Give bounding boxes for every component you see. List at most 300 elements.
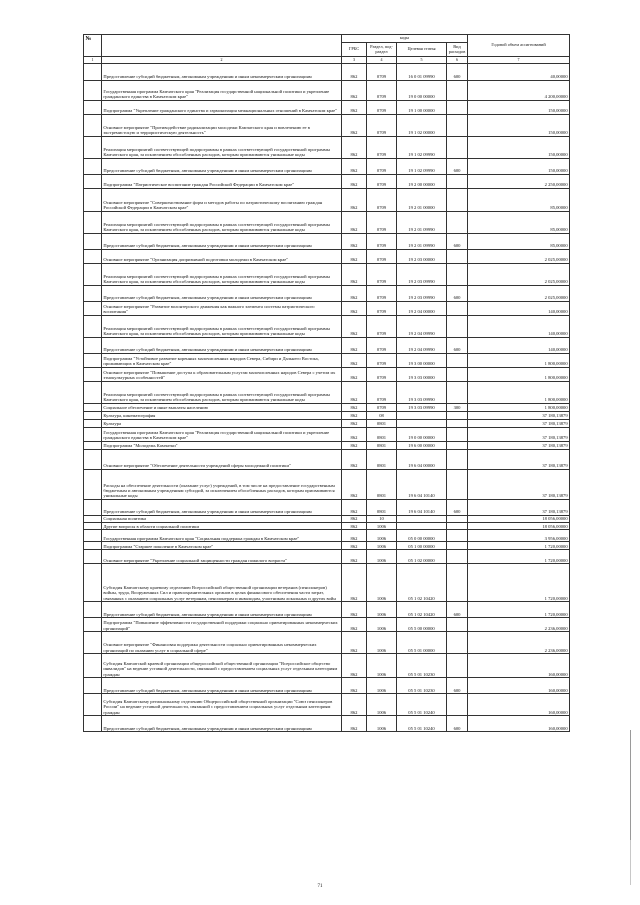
header-number: № — [84, 35, 102, 57]
row-target-cell: 19 6 04 10140 — [397, 499, 447, 515]
row-expense-type-cell — [447, 530, 468, 542]
row-grbs-cell: 862 — [342, 542, 367, 550]
row-name-cell: Основное мероприятие "Укрепление социальной защищенности граждан пожилого возраста" — [102, 550, 342, 564]
table-row — [84, 367, 570, 381]
row-grbs-cell: 862 — [342, 499, 367, 515]
row-grbs-cell: 862 — [342, 301, 367, 315]
row-number-cell — [84, 522, 102, 529]
row-volume-cell: 18 056,00000 — [468, 515, 570, 522]
row-grbs-cell: 862 — [342, 249, 367, 263]
table-row — [84, 530, 570, 542]
row-number-cell — [84, 694, 102, 716]
row-expense-type-cell — [447, 301, 468, 315]
table-row — [84, 188, 570, 211]
table-row — [84, 716, 570, 732]
row-target-cell: 19 1 02 00000 — [397, 114, 447, 136]
row-target-cell: 19 2 04 00000 — [397, 301, 447, 315]
row-name-cell: Подпрограмма "Повышение эффективности государственной поддержки социально ориентированных некоммерческих организаций" — [102, 618, 342, 632]
table-row — [84, 211, 570, 233]
row-expense-type-cell — [447, 419, 468, 427]
row-section-cell: 0709 — [367, 315, 397, 337]
row-expense-type-cell — [447, 441, 468, 449]
row-name-cell: Предоставление субсидий бюджетным, автономным учреждениям и иным некоммерческим организациям — [102, 499, 342, 515]
row-expense-type-cell: 600 — [447, 602, 468, 618]
row-target-cell: 05 1 00 00000 — [397, 542, 447, 550]
row-target-cell — [397, 411, 447, 419]
table-row — [84, 249, 570, 263]
row-number-cell — [84, 353, 102, 367]
row-expense-type-cell: 600 — [447, 678, 468, 694]
row-expense-type-cell — [447, 411, 468, 419]
row-grbs-cell: 862 — [342, 337, 367, 353]
row-grbs-cell: 862 — [342, 411, 367, 419]
row-volume-cell: 2 025,00000 — [468, 285, 570, 301]
row-section-cell: 1006 — [367, 564, 397, 602]
table-row — [84, 114, 570, 136]
row-number-cell — [84, 233, 102, 249]
row-grbs-cell: 862 — [342, 441, 367, 449]
row-number-cell — [84, 367, 102, 381]
row-expense-type-cell — [447, 449, 468, 469]
row-grbs-cell: 862 — [342, 522, 367, 529]
row-name-cell: Государственная программа Камчатского края "Реализация государственной национальной политики и укрепление гражданского единства в Камчатском крае" — [102, 80, 342, 100]
row-volume-cell: 37 180,13879 — [468, 449, 570, 469]
header-volume: Годовой объем ассигнований — [468, 35, 570, 57]
row-number-cell — [84, 174, 102, 188]
row-volume-cell: 37 180,13879 — [468, 411, 570, 419]
row-name-cell: Социальное обеспечение и иные выплаты населению — [102, 403, 342, 411]
row-grbs-cell: 862 — [342, 469, 367, 499]
row-target-cell: 19 0 00 00000 — [397, 427, 447, 441]
row-section-cell: 0801 — [367, 427, 397, 441]
row-expense-type-cell — [447, 427, 468, 441]
row-name-cell: Подпрограмма "Устойчивое развитие коренных малочисленных народов Севера, Сибири и Дальнего Востока, проживающих в Камчатском крае" — [102, 353, 342, 367]
row-number-cell — [84, 315, 102, 337]
row-section-cell: 0709 — [367, 80, 397, 100]
row-volume-cell: 140,00000 — [468, 315, 570, 337]
table-row — [84, 694, 570, 716]
row-section-cell: 0709 — [367, 63, 397, 80]
row-number-cell — [84, 678, 102, 694]
row-target-cell: 19 1 02 09990 — [397, 136, 447, 158]
row-section-cell: 1006 — [367, 654, 397, 678]
row-name-cell: Основное мероприятие "Финансовая поддержка деятельности социально ориентированных некоммерческих организаций по оказанию услуг в социальной сфере" — [102, 632, 342, 654]
row-grbs-cell: 862 — [342, 530, 367, 542]
row-grbs-cell: 862 — [342, 602, 367, 618]
row-grbs-cell: 862 — [342, 427, 367, 441]
row-target-cell: 19 2 04 09990 — [397, 315, 447, 337]
row-grbs-cell: 862 — [342, 211, 367, 233]
row-target-cell — [397, 522, 447, 529]
row-volume-cell: 150,00000 — [468, 136, 570, 158]
row-volume-cell: 140,00000 — [468, 301, 570, 315]
page-number: 71 — [317, 884, 323, 889]
row-target-cell: 05 5 01 10230 — [397, 678, 447, 694]
row-number-cell — [84, 441, 102, 449]
row-section-cell: 1006 — [367, 694, 397, 716]
row-expense-type-cell: 600 — [447, 337, 468, 353]
row-grbs-cell: 862 — [342, 233, 367, 249]
row-volume-cell: 1 720,00000 — [468, 564, 570, 602]
row-name-cell: Основное мероприятие "Обеспечение деятельности учреждений сферы молодежной политики" — [102, 449, 342, 469]
row-section-cell: 1006 — [367, 602, 397, 618]
row-number-cell — [84, 114, 102, 136]
row-section-cell: 08 — [367, 411, 397, 419]
row-target-cell — [397, 419, 447, 427]
row-expense-type-cell — [447, 694, 468, 716]
row-volume-cell: 1 800,00000 — [468, 367, 570, 381]
row-target-cell: 16 0 01 09990 — [397, 63, 447, 80]
table-row — [84, 337, 570, 353]
row-grbs-cell: 862 — [342, 632, 367, 654]
row-number-cell — [84, 63, 102, 80]
scan-edge-mark-lower — [630, 840, 631, 885]
row-name-cell: Реализация мероприятий соответствующей подпрограммы в рамках соответствующей государственной программы Камчатского края, за исключением обособленных расходов, которым присваиваются уникальные коды — [102, 136, 342, 158]
table-row — [84, 233, 570, 249]
row-expense-type-cell: 600 — [447, 716, 468, 732]
table-row — [84, 381, 570, 403]
row-section-cell: 0801 — [367, 419, 397, 427]
row-name-cell: Основное мероприятие "Организация допризывной подготовки молодежи в Камчатском крае" — [102, 249, 342, 263]
table-row — [84, 158, 570, 174]
row-section-cell: 0709 — [367, 367, 397, 381]
row-expense-type-cell: 600 — [447, 285, 468, 301]
row-section-cell: 1006 — [367, 678, 397, 694]
table-row — [84, 632, 570, 654]
row-section-cell: 0709 — [367, 263, 397, 285]
row-name-cell: Субсидия Камчатской краевой организации общероссийской общественной организации "Всероссийское общество инвалидов" на ведение уставной деятельности, связанной с предоставлением социальных услуг отдельным категориям граждан — [102, 654, 342, 678]
row-target-cell: 19 3 03 09990 — [397, 403, 447, 411]
row-section-cell: 1006 — [367, 550, 397, 564]
row-volume-cell: 1 720,00000 — [468, 602, 570, 618]
row-volume-cell: 1 800,00000 — [468, 353, 570, 367]
budget-table — [83, 34, 570, 732]
row-section-cell: 0801 — [367, 449, 397, 469]
row-name-cell: Реализация мероприятий соответствующей подпрограммы в рамках соответствующей государственной программы Камчатского края, за исключением обособленных расходов, которым присваиваются уникальные коды — [102, 315, 342, 337]
row-number-cell — [84, 602, 102, 618]
row-target-cell: 19 2 01 00000 — [397, 188, 447, 211]
row-grbs-cell: 862 — [342, 419, 367, 427]
table-row — [84, 100, 570, 114]
row-number-cell — [84, 654, 102, 678]
row-name-cell: Реализация мероприятий соответствующей подпрограммы в рамках соответствующей государственной программы Камчатского края, за исключением обособленных расходов, которым присваиваются уникальные коды — [102, 381, 342, 403]
row-target-cell: 19 2 01 09990 — [397, 233, 447, 249]
row-volume-cell: 4 200,00000 — [468, 80, 570, 100]
row-expense-type-cell: 600 — [447, 499, 468, 515]
row-section-cell: 1006 — [367, 522, 397, 529]
row-target-cell: 19 2 03 00000 — [397, 249, 447, 263]
col-number-4: 4 — [367, 57, 397, 64]
row-expense-type-cell — [447, 188, 468, 211]
row-number-cell — [84, 381, 102, 403]
row-target-cell: 19 3 03 09990 — [397, 381, 447, 403]
row-grbs-cell: 862 — [342, 403, 367, 411]
table-row — [84, 441, 570, 449]
row-grbs-cell: 862 — [342, 114, 367, 136]
row-target-cell: 19 6 00 00000 — [397, 441, 447, 449]
table-row — [84, 654, 570, 678]
row-section-cell: 0709 — [367, 403, 397, 411]
table-row — [84, 469, 570, 499]
row-grbs-cell: 862 — [342, 136, 367, 158]
row-target-cell: 19 2 00 00000 — [397, 174, 447, 188]
row-target-cell: 05 5 00 00000 — [397, 618, 447, 632]
row-target-cell: 05 5 01 10240 — [397, 694, 447, 716]
row-expense-type-cell — [447, 469, 468, 499]
row-expense-type-cell — [447, 249, 468, 263]
row-expense-type-cell — [447, 80, 468, 100]
row-volume-cell: 150,00000 — [468, 100, 570, 114]
row-target-cell: 05 5 01 10230 — [397, 654, 447, 678]
row-number-cell — [84, 499, 102, 515]
row-name-cell: Социальная политика — [102, 515, 342, 522]
row-expense-type-cell: 300 — [447, 403, 468, 411]
row-number-cell — [84, 419, 102, 427]
row-number-cell — [84, 411, 102, 419]
table-row — [84, 449, 570, 469]
row-target-cell: 19 6 04 00000 — [397, 449, 447, 469]
row-grbs-cell: 862 — [342, 263, 367, 285]
table-row — [84, 285, 570, 301]
row-grbs-cell: 862 — [342, 678, 367, 694]
row-expense-type-cell — [447, 515, 468, 522]
table-row — [84, 419, 570, 427]
row-number-cell — [84, 403, 102, 411]
row-target-cell: 19 2 03 09990 — [397, 263, 447, 285]
row-expense-type-cell — [447, 522, 468, 529]
row-name-cell: Предоставление субсидий бюджетным, автономным учреждениям и иным некоммерческим организациям — [102, 233, 342, 249]
row-number-cell — [84, 249, 102, 263]
row-section-cell: 1006 — [367, 632, 397, 654]
row-grbs-cell: 862 — [342, 618, 367, 632]
row-name-cell: Предоставление субсидий бюджетным, автономным учреждениям и иным некоммерческим организациям — [102, 678, 342, 694]
row-number-cell — [84, 188, 102, 211]
row-number-cell — [84, 80, 102, 100]
row-expense-type-cell — [447, 564, 468, 602]
table-row — [84, 678, 570, 694]
row-volume-cell: 150,00000 — [468, 158, 570, 174]
col-number-6: 6 — [447, 57, 468, 64]
row-section-cell: 1006 — [367, 542, 397, 550]
row-expense-type-cell — [447, 632, 468, 654]
row-expense-type-cell — [447, 542, 468, 550]
header-row-top — [84, 35, 570, 43]
row-name-cell: Подпрограмма "Патриотическое воспитание граждан Российской Федерации в Камчатском крае" — [102, 174, 342, 188]
table-row — [84, 63, 570, 80]
row-number-cell — [84, 301, 102, 315]
row-name-cell: Культура, кинематография — [102, 411, 342, 419]
row-number-cell — [84, 427, 102, 441]
row-grbs-cell: 862 — [342, 63, 367, 80]
header-expense-type: Вид расходов — [447, 43, 468, 57]
row-grbs-cell: 862 — [342, 367, 367, 381]
table-row — [84, 353, 570, 367]
row-expense-type-cell — [447, 315, 468, 337]
row-target-cell: 19 0 00 00000 — [397, 80, 447, 100]
row-section-cell: 0709 — [367, 353, 397, 367]
row-volume-cell: 2 250,00000 — [468, 174, 570, 188]
row-grbs-cell: 862 — [342, 80, 367, 100]
row-target-cell: 05 1 02 10420 — [397, 564, 447, 602]
row-section-cell: 0709 — [367, 285, 397, 301]
row-expense-type-cell — [447, 550, 468, 564]
row-grbs-cell: 862 — [342, 654, 367, 678]
row-expense-type-cell — [447, 353, 468, 367]
column-number-row — [84, 57, 570, 64]
col-number-2: 2 — [102, 57, 342, 64]
row-expense-type-cell: 600 — [447, 233, 468, 249]
col-number-5: 5 — [397, 57, 447, 64]
row-grbs-cell: 862 — [342, 353, 367, 367]
row-name-cell: Основное мероприятие "Повышение доступа к образовательным услугам малочисленных народов Севера с учетом их этнокультурных особенностей" — [102, 367, 342, 381]
row-target-cell: 19 3 03 00000 — [397, 367, 447, 381]
row-target-cell: 05 5 01 10240 — [397, 716, 447, 732]
row-name-cell: Основное мероприятие "Противодействие радикализации молодежи Камчатского края и вовлечению ее в экстремистскую и террористическую деятельность" — [102, 114, 342, 136]
row-section-cell: 0801 — [367, 499, 397, 515]
row-number-cell — [84, 337, 102, 353]
row-section-cell: 0709 — [367, 158, 397, 174]
row-name-cell: Предоставление субсидий бюджетным, автономным учреждениям и иным некоммерческим организациям — [102, 63, 342, 80]
row-name-cell: Государственная программа Камчатского края "Реализация государственной национальной политики и укрепление гражданского единства в Камчатском крае" — [102, 427, 342, 441]
row-section-cell: 0709 — [367, 174, 397, 188]
row-target-cell: 05 5 01 00000 — [397, 632, 447, 654]
row-section-cell: 0801 — [367, 441, 397, 449]
row-target-cell: 19 2 03 09990 — [397, 285, 447, 301]
row-name-cell: Подпрограмма "Старшее поколение в Камчатском крае" — [102, 542, 342, 550]
row-number-cell — [84, 469, 102, 499]
row-volume-cell: 150,00000 — [468, 114, 570, 136]
row-target-cell: 05 1 02 10420 — [397, 602, 447, 618]
header-codes: коды — [342, 35, 468, 43]
row-expense-type-cell — [447, 654, 468, 678]
table-row — [84, 315, 570, 337]
row-volume-cell: 1 800,00000 — [468, 403, 570, 411]
row-section-cell: 0709 — [367, 249, 397, 263]
row-name-cell: Культура — [102, 419, 342, 427]
row-expense-type-cell — [447, 114, 468, 136]
row-number-cell — [84, 618, 102, 632]
row-volume-cell: 37 180,13879 — [468, 499, 570, 515]
row-number-cell — [84, 136, 102, 158]
row-target-cell: 05 0 00 00000 — [397, 530, 447, 542]
row-expense-type-cell — [447, 618, 468, 632]
row-name-cell: Реализация мероприятий соответствующей подпрограммы в рамках соответствующей государственной программы Камчатского края, за исключением обособленных расходов, которым присваиваются уникальные коды — [102, 211, 342, 233]
row-volume-cell: 2 236,00000 — [468, 632, 570, 654]
row-volume-cell: 85,00000 — [468, 233, 570, 249]
row-section-cell: 0709 — [367, 100, 397, 114]
row-target-cell: 19 3 00 00000 — [397, 353, 447, 367]
row-number-cell — [84, 285, 102, 301]
row-grbs-cell: 862 — [342, 381, 367, 403]
row-volume-cell: 2 236,00000 — [468, 618, 570, 632]
row-number-cell — [84, 211, 102, 233]
row-number-cell — [84, 100, 102, 114]
table-row — [84, 136, 570, 158]
row-volume-cell: 3 956,00000 — [468, 530, 570, 542]
row-name-cell: Расходы на обеспечение деятельности (оказание услуг) учреждений, в том числе на предоставление государственным бюджетным и автономным учреждениям субсидий, за исключением обособленных расходов, которым присваиваются уникальные коды — [102, 469, 342, 499]
row-name-cell: Другие вопросы в области социальной политики — [102, 522, 342, 529]
row-section-cell: 0709 — [367, 114, 397, 136]
row-expense-type-cell — [447, 211, 468, 233]
row-grbs-cell: 862 — [342, 315, 367, 337]
row-name-cell: Предоставление субсидий бюджетным, автономным учреждениям и иным некоммерческим организациям — [102, 337, 342, 353]
table-row — [84, 403, 570, 411]
row-volume-cell: 140,00000 — [468, 337, 570, 353]
table-row — [84, 174, 570, 188]
row-target-cell — [397, 515, 447, 522]
row-grbs-cell: 862 — [342, 515, 367, 522]
row-volume-cell: 160,00000 — [468, 694, 570, 716]
row-grbs-cell: 862 — [342, 694, 367, 716]
row-volume-cell: 37 180,13879 — [468, 469, 570, 499]
row-volume-cell: 85,00000 — [468, 188, 570, 211]
row-target-cell: 19 1 02 09990 — [397, 158, 447, 174]
row-section-cell: 1006 — [367, 716, 397, 732]
header-name — [102, 35, 342, 57]
row-expense-type-cell — [447, 263, 468, 285]
row-volume-cell: 1 720,00000 — [468, 542, 570, 550]
table-row — [84, 542, 570, 550]
row-name-cell: Реализация мероприятий соответствующей подпрограммы в рамках соответствующей государственной программы Камчатского края, за исключением обособленных расходов, которым присваиваются уникальные коды — [102, 263, 342, 285]
row-expense-type-cell — [447, 367, 468, 381]
row-section-cell: 0709 — [367, 136, 397, 158]
row-section-cell: 0709 — [367, 337, 397, 353]
row-section-cell: 0709 — [367, 233, 397, 249]
row-name-cell: Предоставление субсидий бюджетным, автономным учреждениям и иным некоммерческим организациям — [102, 602, 342, 618]
row-number-cell — [84, 449, 102, 469]
row-volume-cell: 37 180,13879 — [468, 441, 570, 449]
row-volume-cell: 85,00000 — [468, 211, 570, 233]
table-row — [84, 499, 570, 515]
row-number-cell — [84, 515, 102, 522]
table-row — [84, 522, 570, 529]
row-volume-cell: 1 720,00000 — [468, 550, 570, 564]
row-grbs-cell: 862 — [342, 564, 367, 602]
table-row — [84, 427, 570, 441]
table-row — [84, 550, 570, 564]
table-row — [84, 618, 570, 632]
row-volume-cell: 37 180,13879 — [468, 419, 570, 427]
table-row — [84, 602, 570, 618]
row-section-cell: 0709 — [367, 188, 397, 211]
row-volume-cell: 2 025,00000 — [468, 263, 570, 285]
row-expense-type-cell — [447, 100, 468, 114]
row-expense-type-cell: 600 — [447, 63, 468, 80]
row-number-cell — [84, 550, 102, 564]
col-number-3: 3 — [342, 57, 367, 64]
col-number-1: 1 — [84, 57, 102, 64]
row-number-cell — [84, 542, 102, 550]
row-volume-cell: 160,00000 — [468, 654, 570, 678]
row-target-cell: 19 2 04 09990 — [397, 337, 447, 353]
row-volume-cell: 1 800,00000 — [468, 381, 570, 403]
header-grbs: ГРБС — [342, 43, 367, 57]
header-section: Раздел, под-раздел — [367, 43, 397, 57]
row-grbs-cell: 862 — [342, 188, 367, 211]
row-section-cell: 10 — [367, 515, 397, 522]
row-target-cell: 19 6 04 10140 — [397, 469, 447, 499]
row-target-cell: 05 1 02 00000 — [397, 550, 447, 564]
row-name-cell: Предоставление субсидий бюджетным, автономным учреждениям и иным некоммерческим организациям — [102, 285, 342, 301]
row-volume-cell: 40,00000 — [468, 63, 570, 80]
table-row — [84, 515, 570, 522]
row-grbs-cell: 862 — [342, 550, 367, 564]
row-number-cell — [84, 564, 102, 602]
row-grbs-cell: 862 — [342, 174, 367, 188]
table-row — [84, 411, 570, 419]
row-name-cell: Подпрограмма "Укрепление гражданского единства и гармонизация межнациональных отношений в Камчатском крае" — [102, 100, 342, 114]
row-name-cell: Субсидия Камчатскому краевому отделению Всероссийской общественной организации ветеранов (пенсионеров) войны, труда, Вооруженных Сил и правоохранительных органов в целях финансового обеспечения части затрат, связанных с оказанием социальных услуг ветеранам, пенсионерам и инвалидам, участникам локальных и других войн — [102, 564, 342, 602]
